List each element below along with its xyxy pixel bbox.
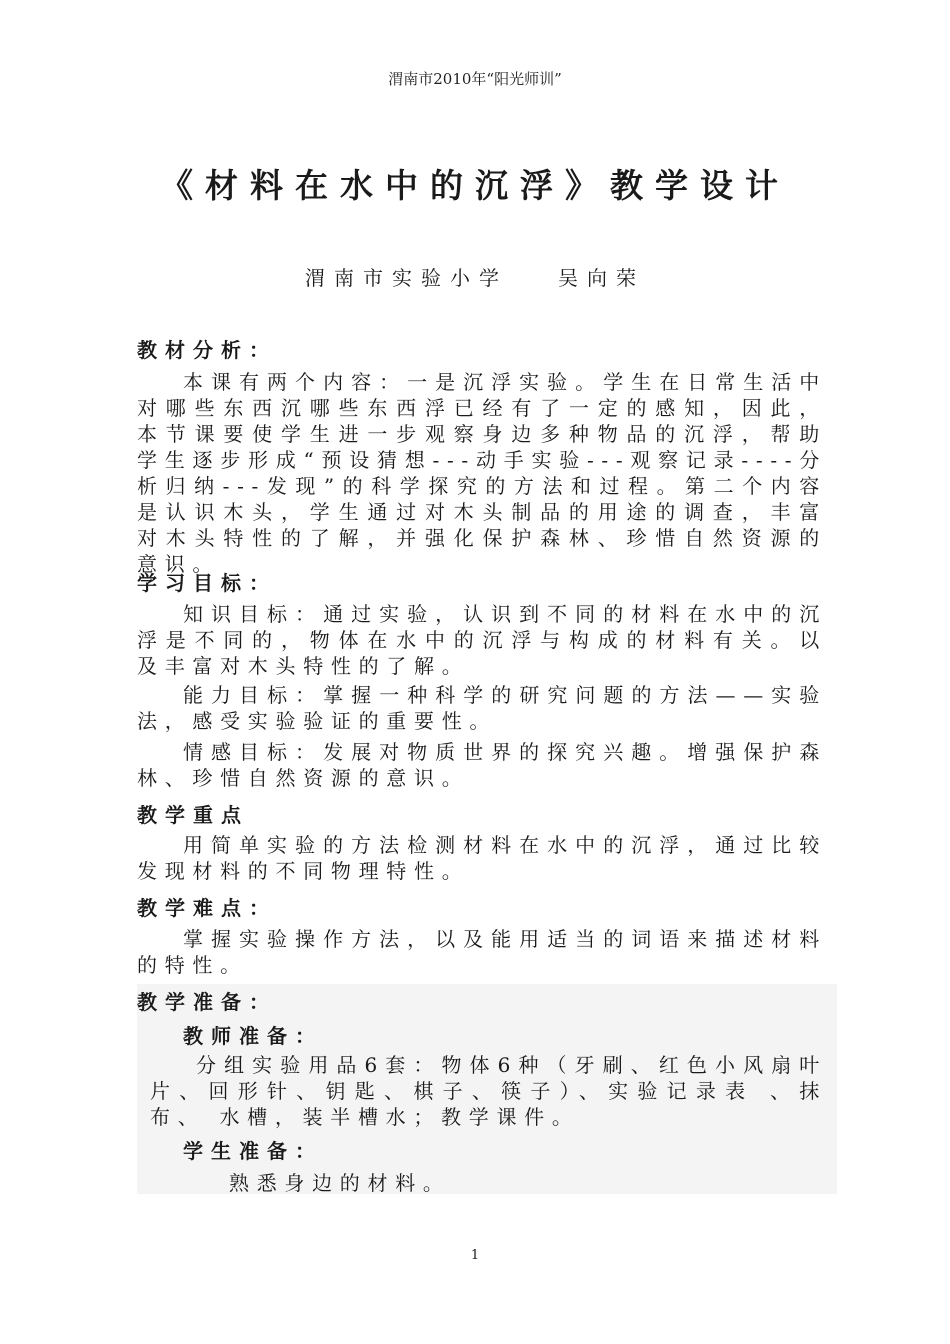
document-title: 《材料在水中的沉浮》教学设计 [160, 166, 790, 205]
goals-heading: 学习目标： [137, 571, 277, 595]
teacher-preparation-heading: 教师准备： [183, 1024, 323, 1048]
difficulties-heading: 教学难点： [137, 896, 277, 920]
key-points-paragraph: 用简单实验的方法检测材料在水中的沉浮，通过比较发现材料的不同物理特性。 [137, 833, 827, 883]
difficulties-paragraph: 掌握实验操作方法，以及能用适当的词语来描述材料的特性。 [137, 927, 827, 977]
student-preparation-heading: 学生准备： [183, 1139, 323, 1163]
key-points-heading: 教学重点 [137, 803, 249, 827]
knowledge-goal-paragraph: 知识目标：通过实验，认识到不同的材料在水中的沉浮是不同的，物体在水中的沉浮与构成的材料有关。以及丰富对木头特性的了解。 [137, 602, 827, 678]
author-line [0, 262, 950, 291]
author-name: 吴向荣 [558, 266, 645, 290]
author-school: 渭南市实验小学 [305, 266, 508, 290]
analysis-heading: 教材分析： [137, 338, 277, 362]
page-header: 渭南市2010年“阳光师训” [388, 70, 562, 88]
emotion-goal-paragraph: 情感目标：发展对物质世界的探究兴趣。增强保护森林、珍惜自然资源的意识。 [137, 740, 827, 790]
preparation-heading: 教学准备： [137, 990, 277, 1014]
student-preparation-paragraph: 熟悉身边的材料。 [229, 1171, 451, 1195]
page-number: 1 [470, 1248, 480, 1263]
teacher-preparation-paragraph: 分组实验用品6套：物体6种（牙刷、红色小风扇叶片、回形针、钥匙、棋子、筷子）、实验记录表 、抹布、 水槽，装半槽水；教学课件。 [150, 1053, 827, 1129]
analysis-paragraph: 本课有两个内容：一是沉浮实验。学生在日常生活中对哪些东西沉哪些东西浮已经有了一定的感知，因此，本节课要使学生进一步观察身边多种物品的沉浮，帮助学生逐步形成“预设猜想---动手实验---观察记录----分析归纳---发现”的科学探究的方法和过程。第二个内容是认识木头，学生通过对木头制品的用途的调查，丰富对木头特性的了解，并强化保护森林、珍惜自然资源的意识。 [137, 370, 827, 576]
ability-goal-paragraph: 能力目标：掌握一种科学的研究问题的方法——实验法，感受实验验证的重要性。 [137, 683, 827, 733]
